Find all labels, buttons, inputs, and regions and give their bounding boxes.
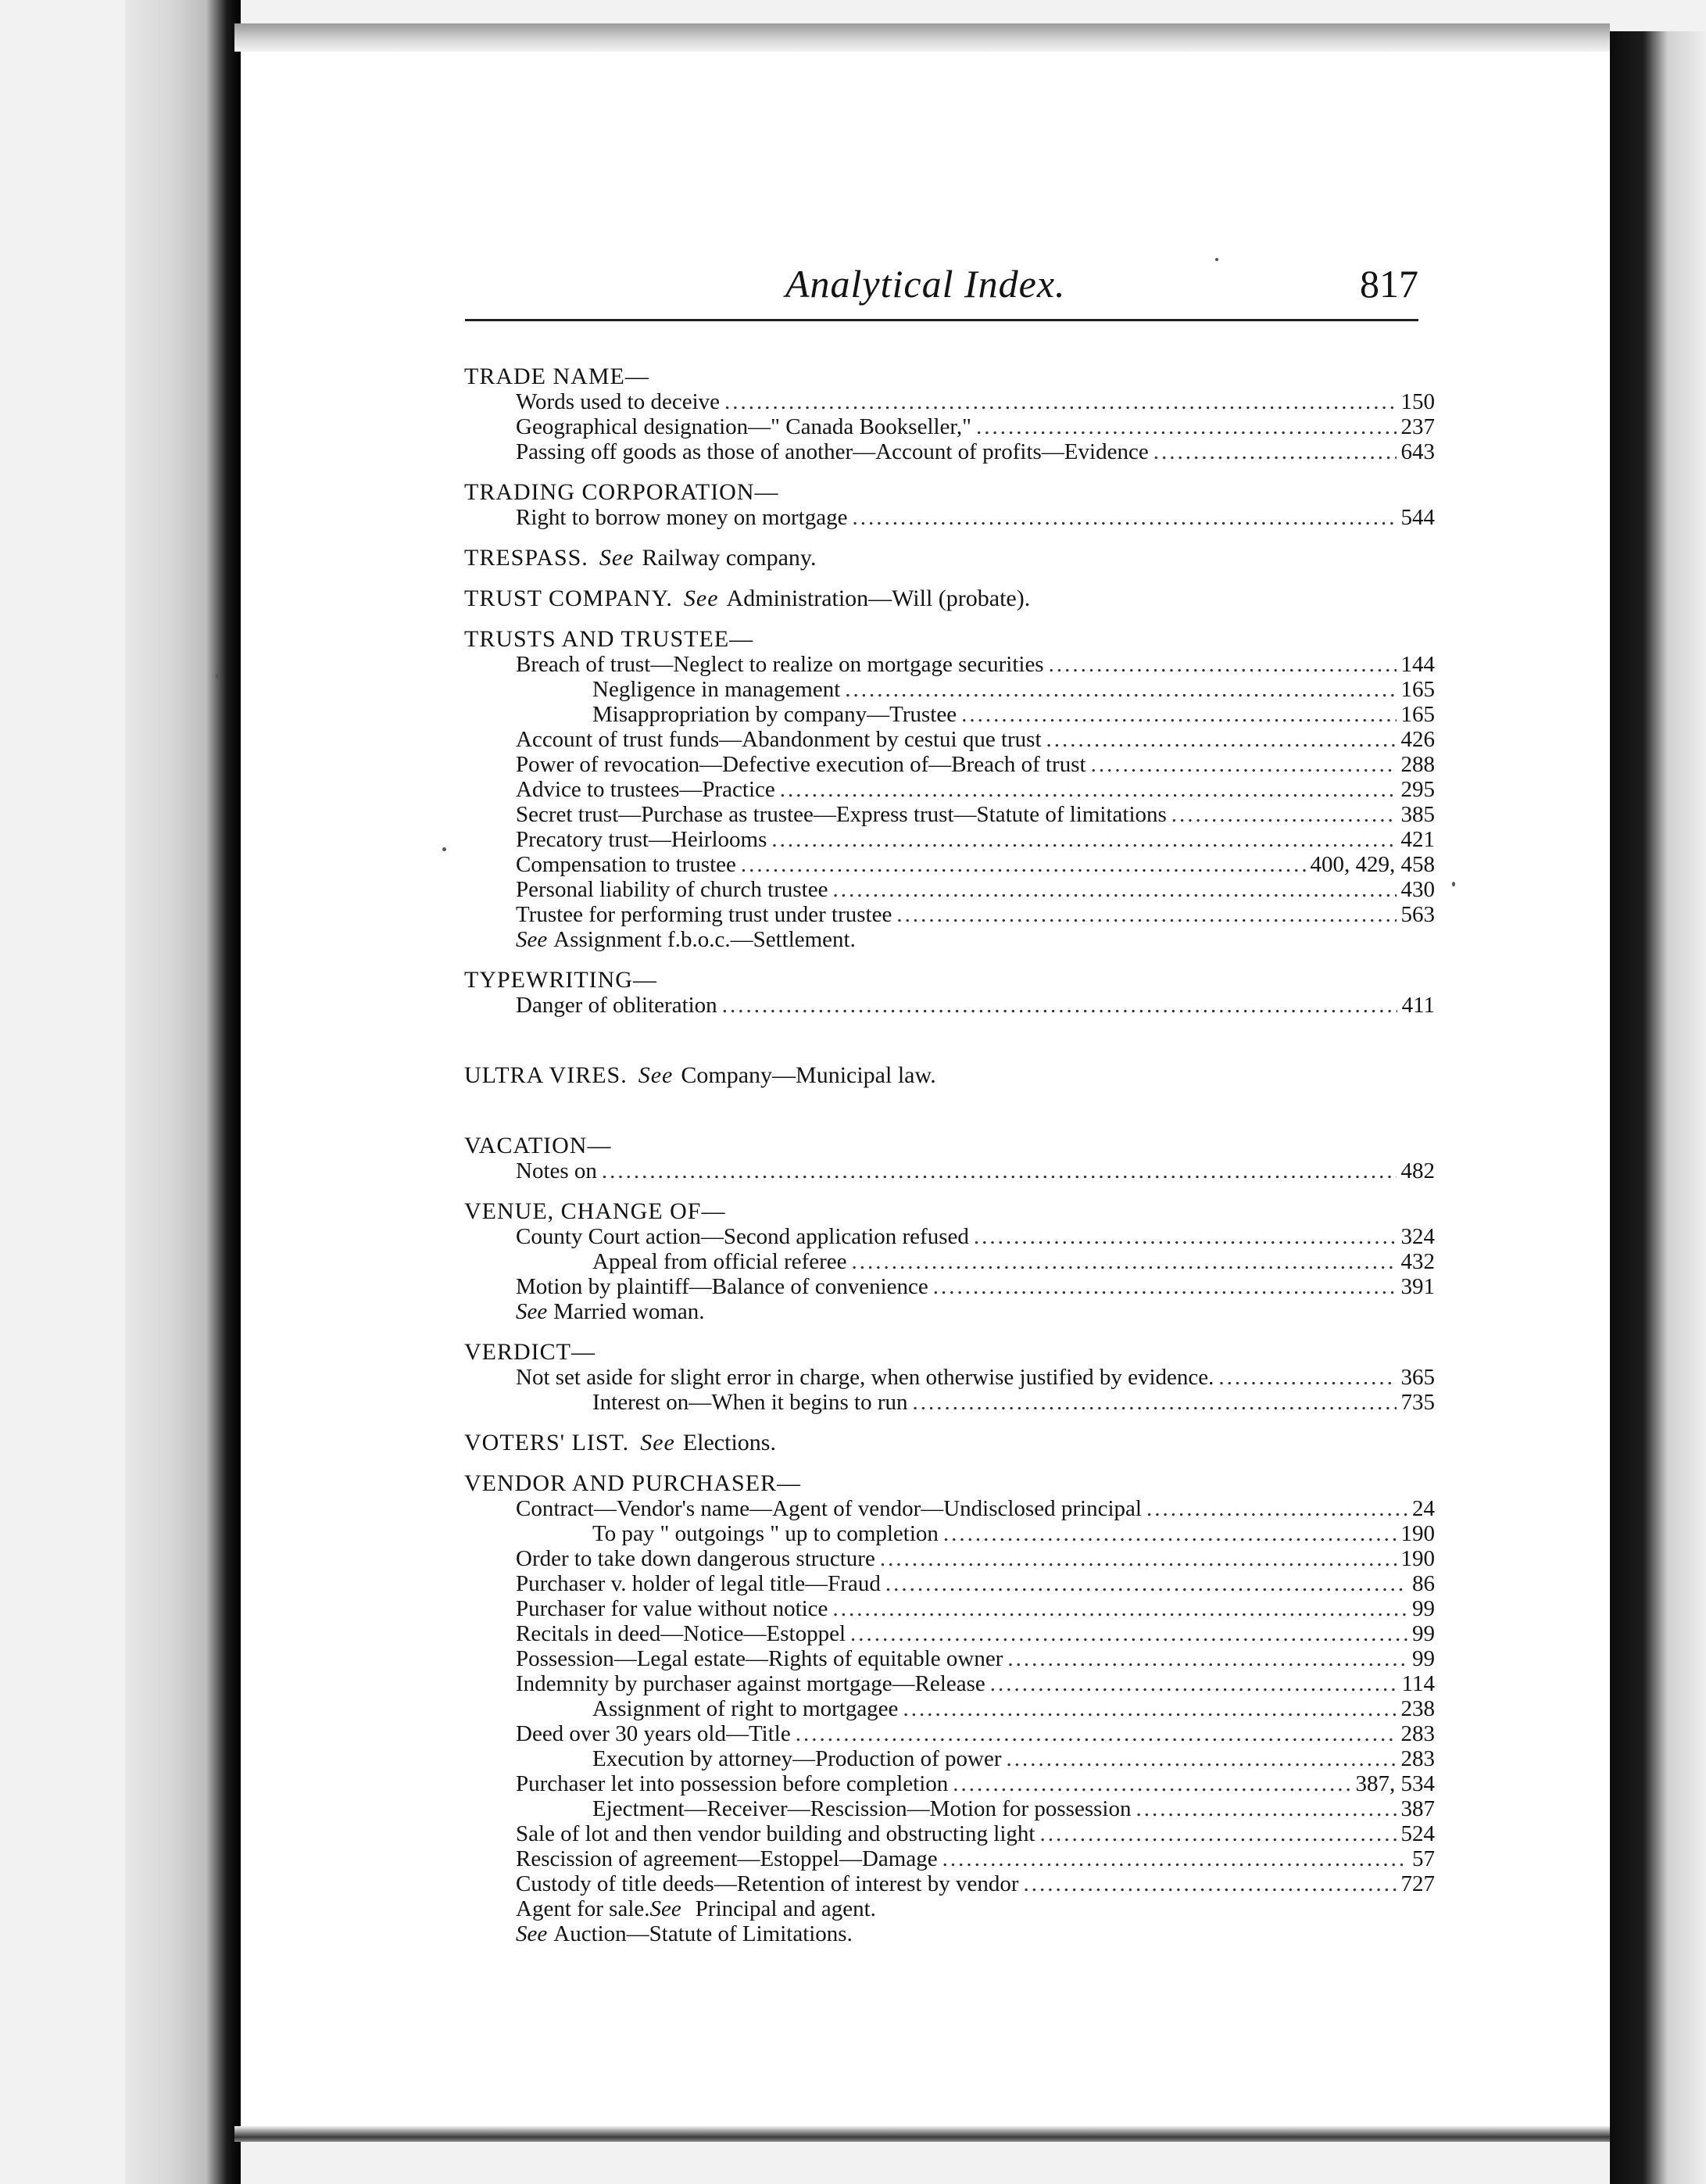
cross-reference-target: Company—Municipal law. xyxy=(681,1062,936,1088)
index-entry xyxy=(464,1199,1433,1324)
entry-heading xyxy=(464,627,1433,652)
subentry-text: Secret trust—Purchase as trustee—Express trust—Statute of limitations xyxy=(516,802,1167,827)
dot-leader xyxy=(880,1546,1397,1571)
page-reference: 295 xyxy=(1400,777,1435,802)
dot-leader xyxy=(976,414,1396,439)
entry-heading xyxy=(464,364,1433,389)
see-also-line xyxy=(464,1299,1435,1324)
subentry-text: Negligence in management xyxy=(592,677,841,702)
heading-text: VOTERS' LIST. xyxy=(464,1430,630,1455)
page-reference: 99 xyxy=(1412,1621,1435,1646)
dot-leader xyxy=(724,389,1397,414)
dot-leader xyxy=(990,1671,1397,1696)
heading-text: VENDOR AND PURCHASER— xyxy=(464,1470,802,1496)
subentry-text: Advice to trustees—Practice xyxy=(516,777,775,802)
subentry-text: Contract—Vendor's name—Agent of vendor—Undisclosed principal xyxy=(516,1496,1142,1521)
index-subentry xyxy=(464,1671,1435,1696)
index-subentry xyxy=(464,1546,1435,1571)
see-also-line xyxy=(464,1921,1435,1946)
heading-text: TRADING CORPORATION— xyxy=(464,479,779,505)
page-reference: 99 xyxy=(1412,1646,1435,1671)
see-reference-label: See xyxy=(640,1430,675,1455)
index-subentry xyxy=(464,677,1435,702)
dot-leader xyxy=(942,1846,1407,1871)
entry-heading xyxy=(464,480,1433,505)
subentry-text: Married woman. xyxy=(553,1299,705,1324)
subentry-text: Personal liability of church trustee xyxy=(516,877,828,902)
index-subentry xyxy=(464,1596,1435,1621)
scan-bottom-edge xyxy=(234,2126,1610,2142)
index-subentry xyxy=(464,852,1435,877)
heading-text: VACATION— xyxy=(464,1133,612,1158)
page-reference: 283 xyxy=(1400,1721,1435,1746)
see-reference-label: See xyxy=(516,1921,548,1946)
page-reference: 57 xyxy=(1412,1846,1435,1871)
index-subentry xyxy=(464,1721,1435,1746)
scan-right-edge xyxy=(1610,31,1706,2184)
heading-text: VENUE, CHANGE OF— xyxy=(464,1198,726,1224)
index-subentry xyxy=(464,1249,1435,1274)
see-also-line xyxy=(464,1896,1435,1921)
index-entry xyxy=(464,1471,1433,1946)
dot-leader xyxy=(1218,1365,1396,1390)
dot-leader xyxy=(1146,1496,1407,1521)
subentry-text: Order to take down dangerous structure xyxy=(516,1546,875,1571)
index-subentry xyxy=(464,1158,1435,1183)
index-entry xyxy=(464,480,1433,530)
heading-text: TYPEWRITING— xyxy=(464,967,657,993)
page-reference: 563 xyxy=(1400,902,1435,927)
dot-leader xyxy=(832,877,1396,902)
subentry-text: Custody of title deeds—Retention of interest by vendor xyxy=(516,1871,1019,1896)
dot-leader xyxy=(885,1571,1407,1596)
index-subentry xyxy=(464,505,1435,530)
page-reference: 190 xyxy=(1400,1521,1435,1546)
subentry-text: Precatory trust—Heirlooms xyxy=(516,827,767,852)
subentry-text: Motion by plaintiff—Balance of convenience xyxy=(516,1274,928,1299)
index-entry xyxy=(464,1133,1433,1183)
dot-leader xyxy=(961,702,1396,727)
subentry-text: To pay " outgoings " up to completion xyxy=(592,1521,939,1546)
dot-leader xyxy=(1007,1746,1397,1771)
subentry-text: Danger of obliteration xyxy=(516,993,717,1018)
index-entry xyxy=(464,364,1433,464)
index-subentry xyxy=(464,652,1435,677)
page-reference: 432 xyxy=(1400,1249,1435,1274)
dot-leader xyxy=(771,827,1396,852)
page-reference: 283 xyxy=(1400,1746,1435,1771)
index-subentry xyxy=(464,1521,1435,1546)
page-reference: 391 xyxy=(1400,1274,1435,1299)
subentry-text: Indemnity by purchaser against mortgage—Release xyxy=(516,1671,985,1696)
index-subentry xyxy=(464,389,1435,414)
subentry-text: Compensation to trustee xyxy=(516,852,736,877)
page-reference: 324 xyxy=(1400,1224,1435,1249)
subentry-text: Interest on—When it begins to run xyxy=(592,1390,908,1415)
see-reference-label: See xyxy=(516,1299,548,1324)
page-reference: 165 xyxy=(1400,702,1435,727)
see-reference-label: See xyxy=(638,1062,674,1088)
index-subentry xyxy=(464,1365,1435,1390)
entry-heading xyxy=(464,1133,1433,1158)
cross-reference-target: Elections. xyxy=(682,1430,776,1455)
see-reference-label: See xyxy=(599,545,635,571)
see-reference-label: See xyxy=(649,1896,681,1921)
dot-leader xyxy=(903,1696,1396,1721)
cross-reference-target: Principal and agent. xyxy=(695,1896,876,1921)
page-reference: 114 xyxy=(1401,1671,1435,1696)
dot-leader xyxy=(1091,752,1397,777)
index-subentry xyxy=(464,1796,1435,1821)
page-reference: 99 xyxy=(1412,1596,1435,1621)
page-reference: 288 xyxy=(1400,752,1435,777)
dot-leader xyxy=(850,1621,1407,1646)
dot-leader xyxy=(1153,439,1397,464)
subentry-text: County Court action—Second application refused xyxy=(516,1224,969,1249)
index-subentry xyxy=(464,1696,1435,1721)
dot-leader xyxy=(913,1390,1397,1415)
heading-text: TRADE NAME— xyxy=(464,363,649,389)
subentry-text: Geographical designation—" Canada Bookseller," xyxy=(516,414,972,439)
subentry-text: Power of revocation—Defective execution of—Breach of trust xyxy=(516,752,1086,777)
page-reference: 735 xyxy=(1400,1390,1435,1415)
cross-reference-target: Railway company. xyxy=(642,545,817,571)
subentry-text: Ejectment—Receiver—Rescission—Motion for possession xyxy=(592,1796,1132,1821)
index-subentry xyxy=(464,1274,1435,1299)
subentry-text: Auction—Statute of Limitations. xyxy=(553,1921,853,1946)
subentry-text: Possession—Legal estate—Rights of equitable owner xyxy=(516,1646,1003,1671)
dot-leader xyxy=(796,1721,1397,1746)
page-reference: 426 xyxy=(1400,727,1435,752)
index-subentry xyxy=(464,877,1435,902)
header-rule xyxy=(465,319,1418,321)
index-subentry xyxy=(464,439,1435,464)
dot-leader xyxy=(602,1158,1397,1183)
heading-text: TRUSTS AND TRUSTEE— xyxy=(464,626,754,652)
entry-heading xyxy=(464,586,1433,611)
entry-heading xyxy=(464,1430,1433,1455)
entry-heading xyxy=(464,1471,1433,1496)
page-reference: 524 xyxy=(1400,1821,1435,1846)
index-subentry xyxy=(464,1390,1435,1415)
index-entry xyxy=(464,586,1433,611)
index-entry xyxy=(464,1340,1433,1415)
dot-leader xyxy=(1049,652,1397,677)
page-reference: 144 xyxy=(1400,652,1435,677)
dot-leader xyxy=(943,1521,1397,1546)
subentry-text: Not set aside for slight error in charge, when otherwise justified by evidence. xyxy=(516,1365,1214,1390)
index-entry xyxy=(464,627,1433,952)
subentry-text: Recitals in deed—Notice—Estoppel xyxy=(516,1621,846,1646)
dot-leader xyxy=(845,677,1396,702)
index-subentry xyxy=(464,752,1435,777)
analytical-index xyxy=(464,364,1433,1946)
dot-leader xyxy=(852,505,1396,530)
heading-text: ULTRA VIRES. xyxy=(464,1062,628,1088)
subentry-text: Trustee for performing trust under trustee xyxy=(516,902,892,927)
entry-heading xyxy=(464,1199,1433,1224)
dot-leader xyxy=(896,902,1396,927)
page-reference: 238 xyxy=(1400,1696,1435,1721)
index-subentry xyxy=(464,777,1435,802)
dot-leader xyxy=(1136,1796,1396,1821)
page-reference: 150 xyxy=(1400,389,1435,414)
index-subentry xyxy=(464,802,1435,827)
subentry-text: Appeal from official referee xyxy=(592,1249,847,1274)
subentry-text: Execution by attorney—Production of power xyxy=(592,1746,1002,1771)
page-reference: 544 xyxy=(1400,505,1435,530)
subentry-text: Purchaser let into possession before completion xyxy=(516,1771,949,1796)
entry-heading xyxy=(464,1063,1433,1088)
page-reference: 430 xyxy=(1400,877,1435,902)
index-subentry xyxy=(464,1821,1435,1846)
index-entry xyxy=(464,968,1433,1018)
index-entry xyxy=(464,1063,1433,1088)
index-subentry xyxy=(464,1771,1435,1796)
subentry-text: Rescission of agreement—Estoppel—Damage xyxy=(516,1846,938,1871)
scan-speck xyxy=(216,674,220,678)
dot-leader xyxy=(852,1249,1397,1274)
page-reference: 482 xyxy=(1400,1158,1435,1183)
dot-leader xyxy=(1046,727,1397,752)
page-reference: 411 xyxy=(1401,993,1435,1018)
dot-leader xyxy=(832,1596,1407,1621)
subentry-text: Purchaser for value without notice xyxy=(516,1596,828,1621)
index-subentry xyxy=(464,827,1435,852)
scan-speck xyxy=(1452,882,1455,886)
page-number: 817 xyxy=(1360,262,1418,306)
subentry-text: Words used to deceive xyxy=(516,389,720,414)
page-reference: 237 xyxy=(1400,414,1435,439)
page-reference: 86 xyxy=(1412,1571,1435,1596)
dot-leader xyxy=(953,1771,1350,1796)
dot-leader xyxy=(1171,802,1397,827)
index-subentry xyxy=(464,1846,1435,1871)
heading-text: TRESPASS. xyxy=(464,545,588,571)
index-subentry xyxy=(464,993,1435,1018)
see-also-line xyxy=(464,927,1435,952)
entry-heading xyxy=(464,968,1433,993)
see-reference-label: See xyxy=(683,585,719,611)
heading-text: TRUST COMPANY. xyxy=(464,585,673,611)
index-subentry xyxy=(464,1621,1435,1646)
subentry-text: Notes on xyxy=(516,1158,597,1183)
page-reference: 365 xyxy=(1400,1365,1435,1390)
page-reference: 387, 534 xyxy=(1355,1771,1435,1796)
entry-heading xyxy=(464,1340,1433,1365)
dot-leader xyxy=(722,993,1397,1018)
heading-text: VERDICT— xyxy=(464,1339,595,1365)
index-subentry xyxy=(464,902,1435,927)
dot-leader xyxy=(1039,1821,1396,1846)
subentry-text: Account of trust funds—Abandonment by cestui que trust xyxy=(516,727,1042,752)
index-subentry xyxy=(464,727,1435,752)
subentry-text: Right to borrow money on mortgage xyxy=(516,505,848,530)
page-reference: 190 xyxy=(1400,1546,1435,1571)
scan-speck xyxy=(442,847,446,851)
dot-leader xyxy=(741,852,1306,877)
dot-leader xyxy=(1007,1646,1407,1671)
subentry-text: Purchaser v. holder of legal title—Fraud xyxy=(516,1571,881,1596)
see-reference-label: See xyxy=(516,927,548,952)
subentry-text: Misappropriation by company—Trustee xyxy=(592,702,957,727)
index-subentry xyxy=(464,702,1435,727)
page-reference: 385 xyxy=(1400,802,1435,827)
page-reference: 643 xyxy=(1400,439,1435,464)
dot-leader xyxy=(933,1274,1397,1299)
subentry-text: Assignment f.b.o.c.—Settlement. xyxy=(553,927,856,952)
index-entry xyxy=(464,1430,1433,1455)
subentry-text: Breach of trust—Neglect to realize on mortgage securities xyxy=(516,652,1044,677)
index-subentry xyxy=(464,1224,1435,1249)
page-reference: 24 xyxy=(1412,1496,1435,1521)
subentry-text: Agent for sale. xyxy=(516,1896,650,1921)
dot-leader xyxy=(1024,1871,1397,1896)
running-title: Analytical Index. xyxy=(785,262,1066,306)
page-reference: 421 xyxy=(1400,827,1435,852)
scan-left-edge xyxy=(125,0,241,2184)
subentry-text: Assignment of right to mortgagee xyxy=(592,1696,899,1721)
page-reference: 400, 429, 458 xyxy=(1310,852,1435,877)
dot-leader xyxy=(780,777,1397,802)
subentry-text: Deed over 30 years old—Title xyxy=(516,1721,791,1746)
page-reference: 165 xyxy=(1400,677,1435,702)
entry-heading xyxy=(464,546,1433,571)
page-header xyxy=(465,261,1418,316)
cross-reference-target: Administration—Will (probate). xyxy=(726,585,1031,611)
scan-top-edge xyxy=(234,23,1610,52)
dot-leader xyxy=(974,1224,1397,1249)
index-subentry xyxy=(464,1646,1435,1671)
page-reference: 387 xyxy=(1400,1796,1435,1821)
index-subentry xyxy=(464,1496,1435,1521)
subentry-text: Sale of lot and then vendor building and obstructing light xyxy=(516,1821,1035,1846)
page-reference: 727 xyxy=(1400,1871,1435,1896)
index-subentry xyxy=(464,1871,1435,1896)
subentry-text: Passing off goods as those of another—Account of profits—Evidence xyxy=(516,439,1149,464)
index-subentry xyxy=(464,1746,1435,1771)
index-entry xyxy=(464,546,1433,571)
index-subentry xyxy=(464,414,1435,439)
index-subentry xyxy=(464,1571,1435,1596)
